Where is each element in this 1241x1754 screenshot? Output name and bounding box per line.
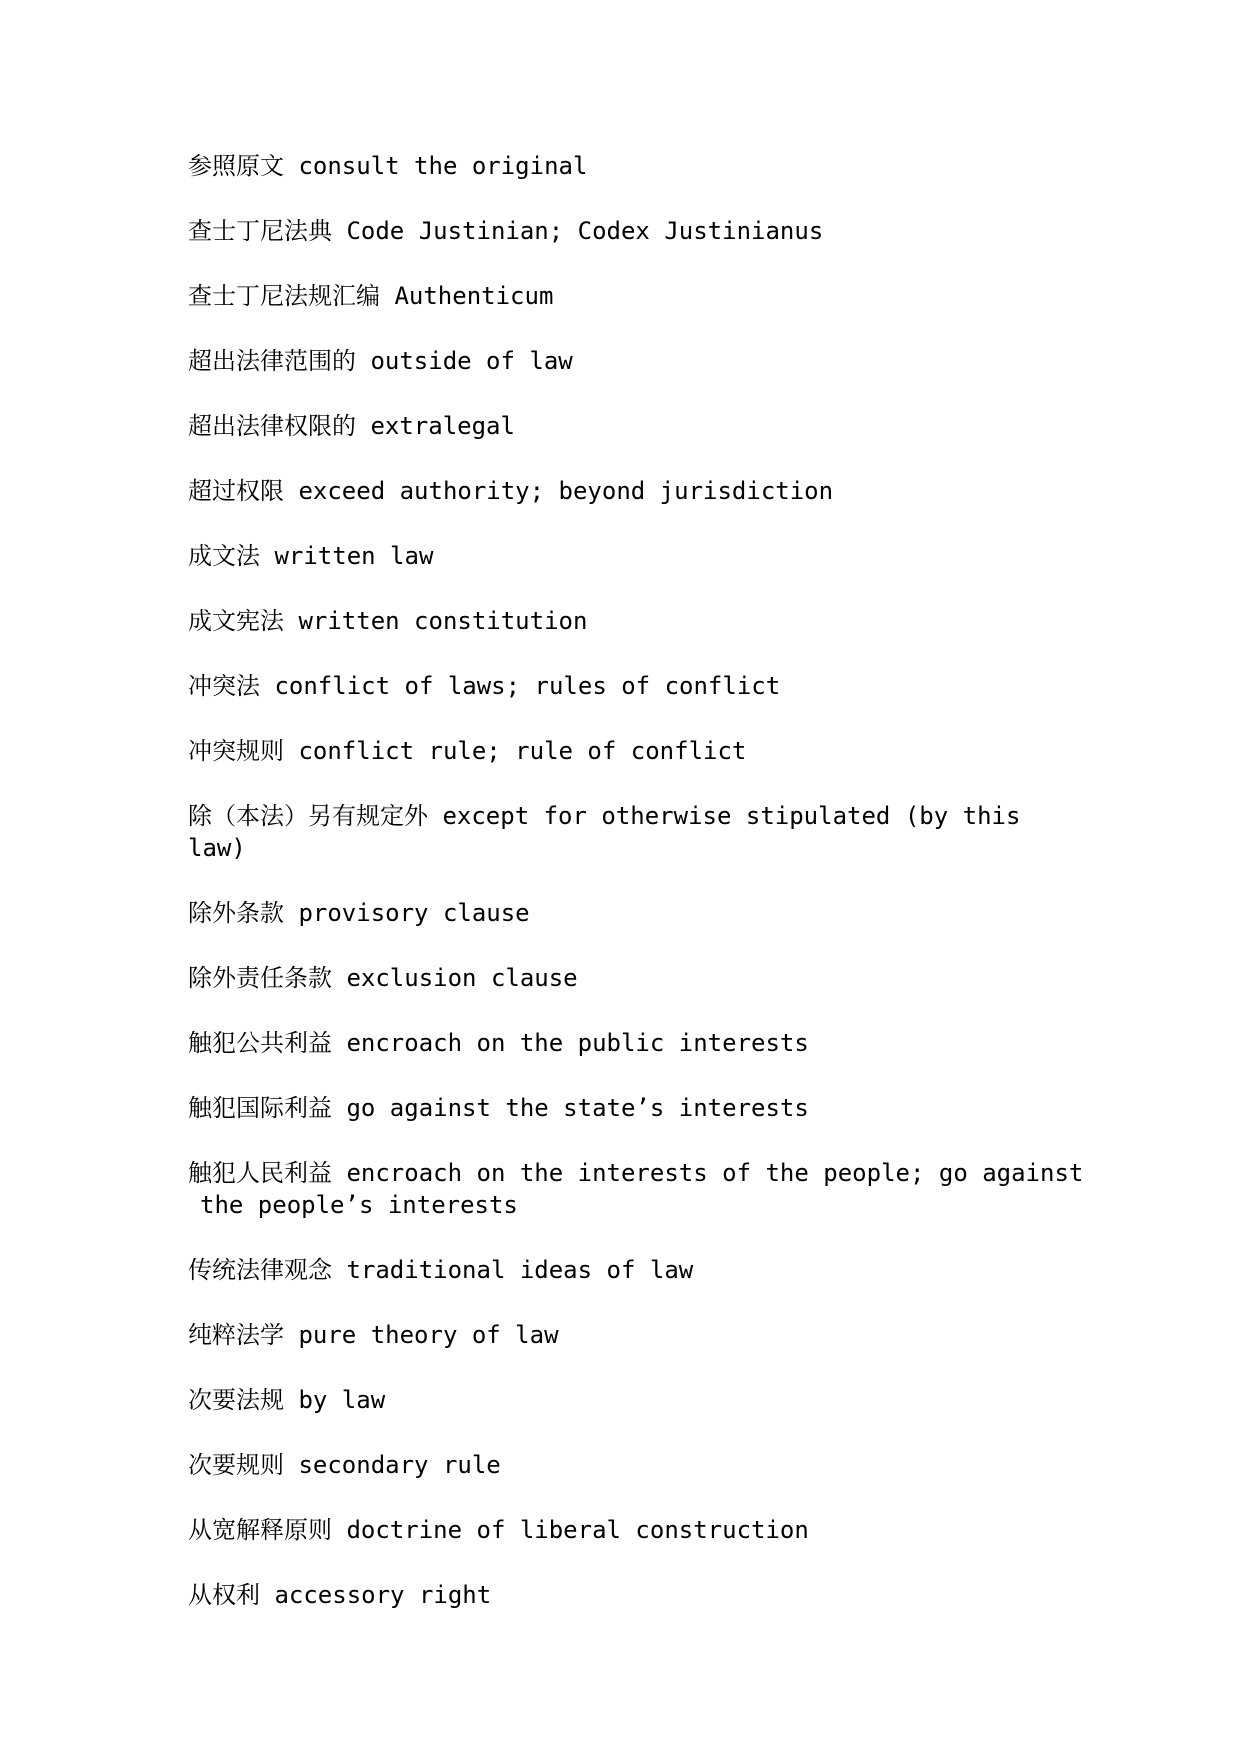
glossary-entry: 纯粹法学 pure theory of law <box>188 1321 559 1349</box>
glossary-entry: 冲突规则 conflict rule; rule of conflict <box>188 737 747 765</box>
glossary-entry: 触犯公共利益 encroach on the public interests <box>188 1029 809 1057</box>
glossary-list <box>188 150 1098 1644</box>
glossary-entry: 查士丁尼法典 Code Justinian; Codex Justinianus <box>188 217 824 245</box>
glossary-entry: 参照原文 consult the original <box>188 152 588 180</box>
glossary-entry: 成文宪法 written constitution <box>188 607 588 635</box>
glossary-entry: 触犯人民利益 encroach on the interests of the people; go against the people’s interests <box>188 1159 1098 1219</box>
glossary-entry: 冲突法 conflict of laws; rules of conflict <box>188 672 781 700</box>
glossary-entry: 从宽解释原则 doctrine of liberal construction <box>188 1516 809 1544</box>
glossary-entry: 次要规则 secondary rule <box>188 1451 501 1479</box>
glossary-entry: 传统法律观念 traditional ideas of law <box>188 1256 694 1284</box>
glossary-entry: 次要法规 by law <box>188 1386 386 1414</box>
glossary-entry: 超出法律权限的 extralegal <box>188 412 515 440</box>
glossary-entry: 超过权限 exceed authority; beyond jurisdiction <box>188 477 834 505</box>
glossary-entry: 除（本法）另有规定外 except for otherwise stipulated (by this law) <box>188 802 1035 862</box>
glossary-entry: 除外条款 provisory clause <box>188 899 530 927</box>
glossary-entry: 超出法律范围的 outside of law <box>188 347 573 375</box>
glossary-entry: 成文法 written law <box>188 542 434 570</box>
glossary-entry: 触犯国际利益 go against the state’s interests <box>188 1094 809 1122</box>
glossary-entry: 除外责任条款 exclusion clause <box>188 964 578 992</box>
glossary-entry: 从权利 accessory right <box>188 1581 492 1609</box>
glossary-entry: 查士丁尼法规汇编 Authenticum <box>188 282 554 310</box>
